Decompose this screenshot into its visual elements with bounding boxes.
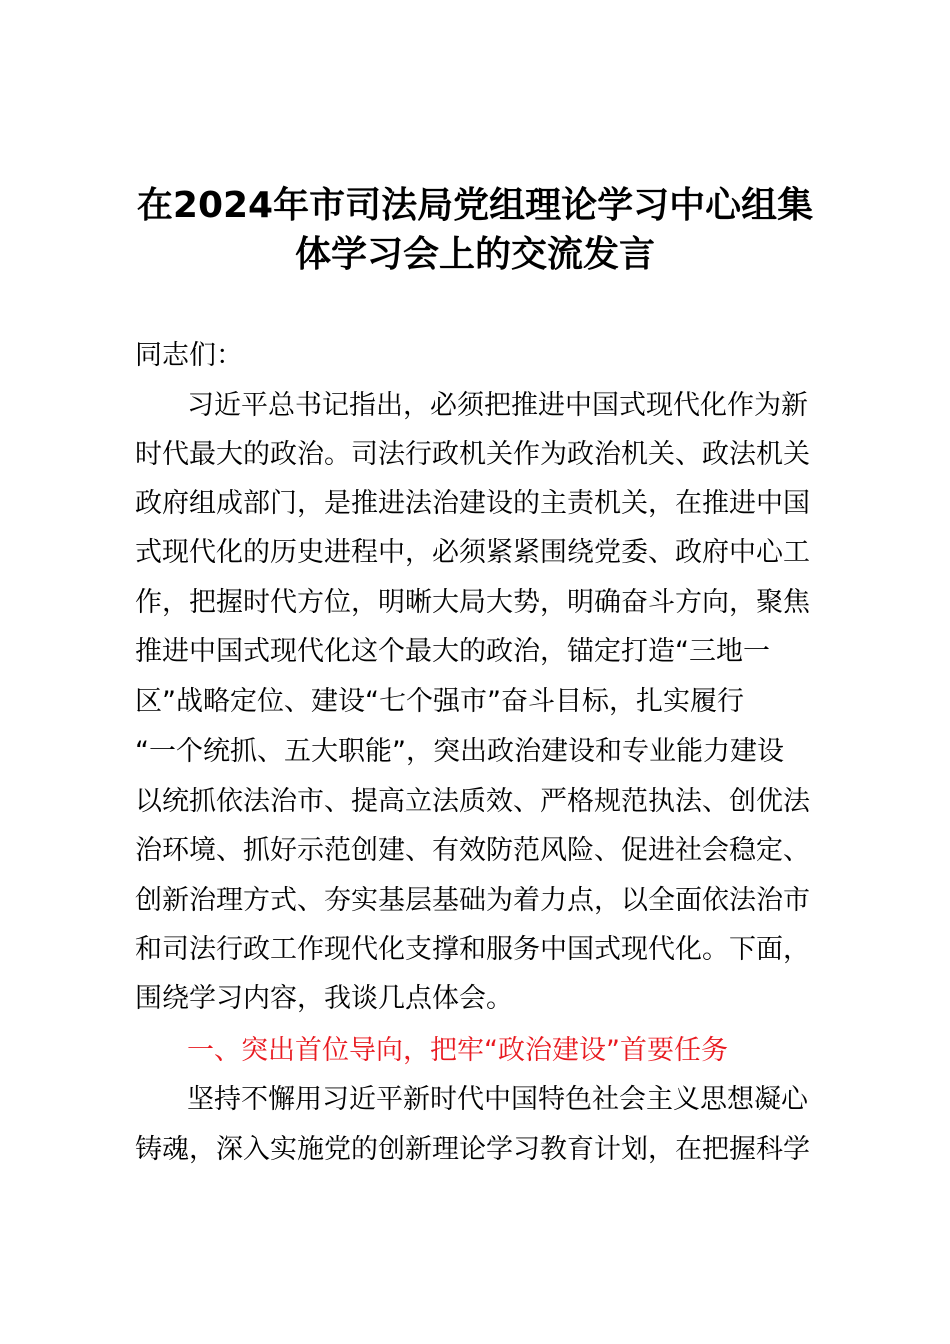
paragraph-1-line: 政府组成部门，是推进法治建设的主责机关，在推进中国 — [135, 488, 810, 519]
document-title-line-1: 在2024年市司法局党组理论学习中心组集 — [136, 185, 814, 226]
salutation: 同志们： — [135, 340, 243, 371]
paragraph-1-line: 围绕学习内容，我谈几点体会。 — [135, 983, 513, 1014]
paragraph-1-line: 作，把握时代方位，明晰大局大势，明确奋斗方向，聚焦 — [135, 587, 810, 618]
paragraph-1-line: 时代最大的政治。司法行政机关作为政治机关、政法机关 — [135, 439, 810, 470]
paragraph-1-line: 以统抓依法治市、提高立法质效、严格规范执法、创优法 — [135, 786, 810, 817]
paragraph-1-line: “一个统抓、五大职能”，突出政治建设和专业能力建设 — [135, 736, 784, 767]
paragraph-1-line: 和司法行政工作现代化支撑和服务中国式现代化。下面， — [135, 934, 810, 965]
paragraph-2-line: 铸魂，深入实施党的创新理论学习教育计划，在把握科学 — [135, 1134, 810, 1165]
paragraph-1-line: 区”战略定位、建设“七个强市”奋斗目标，扎实履行 — [135, 686, 744, 717]
paragraph-1-line: 创新治理方式、夯实基层基础为着力点，以全面依法治市 — [135, 885, 810, 916]
document-title-line-2: 体学习会上的交流发言 — [294, 234, 655, 275]
paragraph-1-line: 推进中国式现代化这个最大的政治，锚定打造“三地一 — [135, 636, 770, 667]
paragraph-1-line: 治环境、抓好示范创建、有效防范风险、促进社会稳定、 — [135, 835, 810, 866]
paragraph-1-line: 式现代化的历史进程中，必须紧紧围绕党委、政府中心工 — [135, 537, 810, 568]
paragraph-2-line: 坚持不懈用习近平新时代中国特色社会主义思想凝心 — [187, 1084, 808, 1115]
section-1-heading: 一、突出首位导向，把牢“政治建设”首要任务 — [187, 1035, 728, 1066]
paragraph-1-line: 习近平总书记指出，必须把推进中国式现代化作为新 — [187, 390, 808, 421]
